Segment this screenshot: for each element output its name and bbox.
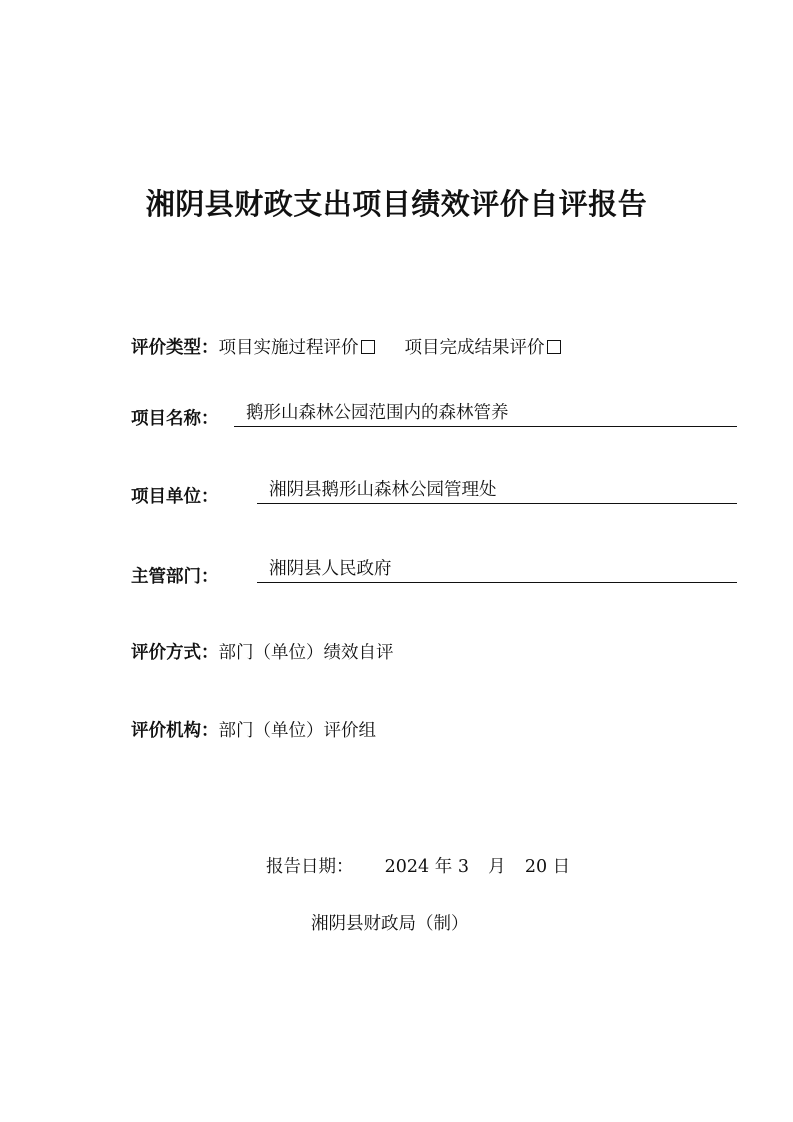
report-date-row xyxy=(266,853,570,878)
report-date-label: 报告日期： xyxy=(266,857,354,877)
report-month: 3 xyxy=(457,857,469,877)
project-name-field xyxy=(234,400,737,427)
document-title: 湘阴县财政支出项目绩效评价自评报告 xyxy=(145,187,648,221)
project-name-value: 鹅形山森林公园范围内的森林管养 xyxy=(246,403,509,423)
eval-org-label: 评价机构： xyxy=(131,721,219,741)
authority-value: 湘阴县人民政府 xyxy=(269,559,392,579)
eval-method-value: 部门（单位）绩效自评 xyxy=(218,643,394,663)
year-unit: 年 xyxy=(434,857,453,877)
eval-method-row xyxy=(131,639,394,664)
project-unit-value: 湘阴县鹅形山森林公园管理处 xyxy=(269,480,497,500)
authority-field xyxy=(257,556,737,583)
eval-org-row xyxy=(131,717,376,742)
report-day: 20 xyxy=(524,857,548,877)
eval-type-row xyxy=(131,334,561,359)
eval-org-value: 部门（单位）评价组 xyxy=(218,721,376,741)
eval-method-label: 评价方式： xyxy=(131,643,219,663)
project-unit-row xyxy=(131,483,219,508)
eval-type-option1: 项目实施过程评价 xyxy=(218,338,359,358)
option1-checkbox[interactable] xyxy=(361,340,375,354)
eval-type-option2: 项目完成结果评价 xyxy=(404,338,545,358)
day-unit: 日 xyxy=(552,857,571,877)
option2-checkbox[interactable] xyxy=(547,340,561,354)
project-name-label: 项目名称： xyxy=(131,409,219,429)
report-year: 2024 xyxy=(384,857,430,877)
project-name-row xyxy=(131,405,219,430)
authority-row xyxy=(131,563,219,588)
project-unit-label: 项目单位： xyxy=(131,487,219,507)
eval-type-label: 评价类型： xyxy=(131,338,219,358)
authority-label: 主管部门： xyxy=(131,567,219,587)
project-unit-field xyxy=(257,477,737,504)
issuer: 湘阴县财政局（制） xyxy=(311,914,469,934)
month-unit: 月 xyxy=(488,857,506,877)
